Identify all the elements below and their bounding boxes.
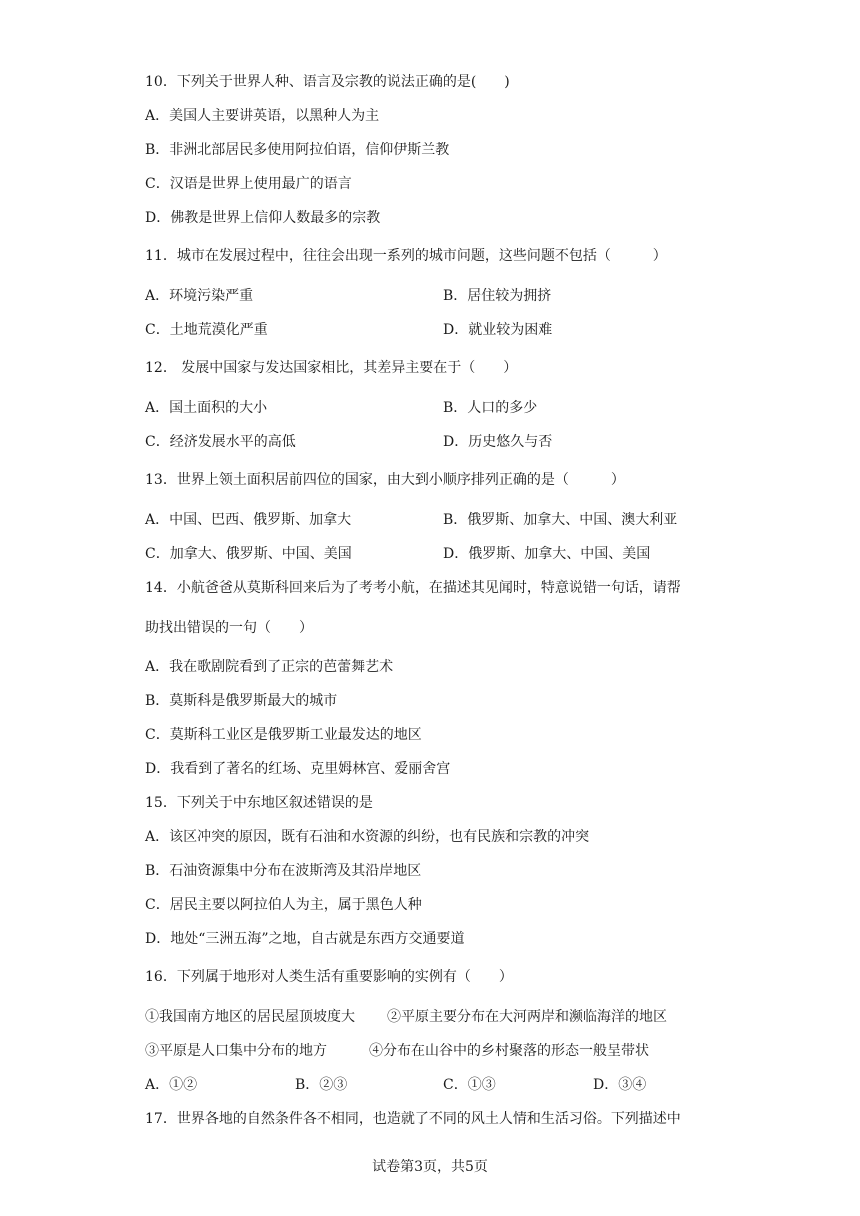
question-10-option-c: C．汉语是世界上使用最广的语言 bbox=[145, 176, 352, 192]
question-15-stem: 15．下列关于中东地区叙述错误的是 bbox=[145, 795, 373, 811]
question-14-stem-line1: 14．小航爸爸从莫斯科回来后为了考考小航，在描述其见闻时，特意说错一句话，请帮 bbox=[145, 580, 681, 596]
question-10-option-d: D．佛教是世界上信仰人数最多的宗教 bbox=[145, 210, 381, 226]
question-16-option-b: B．②③ bbox=[295, 1077, 348, 1093]
question-17-stem: 17．世界各地的自然条件各不相同，也造就了不同的风土人情和生活习俗。下列描述中 bbox=[145, 1111, 681, 1127]
question-15-option-d: D．地处“三洲五海”之地，自古就是东西方交通要道 bbox=[145, 931, 465, 947]
question-12-option-d: D．历史悠久与否 bbox=[443, 434, 553, 450]
question-15-option-a: A．该区冲突的原因，既有石油和水资源的纠纷，也有民族和宗教的冲突 bbox=[145, 829, 590, 845]
question-14-option-d: D．我看到了著名的红场、克里姆林宫、爱丽舍宫 bbox=[145, 761, 451, 777]
question-16-item-2: ②平原主要分布在大河两岸和濒临海洋的地区 bbox=[387, 1009, 667, 1025]
question-16-option-a: A．①② bbox=[145, 1077, 198, 1093]
question-15-option-b: B．石油资源集中分布在波斯湾及其沿岸地区 bbox=[145, 863, 422, 879]
question-12-stem: 12． 发展中国家与发达国家相比，其差异主要在于（ ） bbox=[145, 360, 518, 376]
question-12-option-a: A．国土面积的大小 bbox=[145, 400, 268, 416]
question-11-option-b: B．居住较为拥挤 bbox=[443, 288, 552, 304]
question-13-option-a: A．中国、巴西、俄罗斯、加拿大 bbox=[145, 512, 352, 528]
question-15-option-c: C．居民主要以阿拉伯人为主，属于黑色人种 bbox=[145, 897, 422, 913]
question-16-item-4: ④分布在山谷中的乡村聚落的形态一般呈带状 bbox=[369, 1043, 649, 1059]
question-12-option-c: C．经济发展水平的高低 bbox=[145, 434, 296, 450]
question-13-option-d: D．俄罗斯、加拿大、中国、美国 bbox=[443, 546, 651, 562]
question-16-item-3: ③平原是人口集中分布的地方 bbox=[145, 1043, 327, 1059]
question-10-stem: 10．下列关于世界人种、语言及宗教的说法正确的是( ) bbox=[145, 74, 510, 90]
question-13-stem: 13．世界上领土面积居前四位的国家，由大到小顺序排列正确的是（ ） bbox=[145, 472, 625, 488]
question-11-stem: 11．城市在发展过程中，往往会出现一系列的城市问题，这些问题不包括（ ） bbox=[145, 248, 667, 264]
question-16-option-c: C．①③ bbox=[443, 1077, 496, 1093]
question-10-option-a: A．美国人主要讲英语，以黑种人为主 bbox=[145, 108, 380, 124]
question-16-option-d: D．③④ bbox=[593, 1077, 647, 1093]
question-11-option-a: A．环境污染严重 bbox=[145, 288, 254, 304]
question-14-option-b: B．莫斯科是俄罗斯最大的城市 bbox=[145, 693, 338, 709]
question-14-stem-line2: 助找出错误的一句（ ） bbox=[145, 620, 313, 636]
question-11-option-d: D．就业较为困难 bbox=[443, 322, 553, 338]
question-13-option-c: C．加拿大、俄罗斯、中国、美国 bbox=[145, 546, 352, 562]
question-14-option-a: A．我在歌剧院看到了正宗的芭蕾舞艺术 bbox=[145, 659, 394, 675]
question-16-item-1: ①我国南方地区的居民屋顶坡度大 bbox=[145, 1009, 355, 1025]
question-12-option-b: B．人口的多少 bbox=[443, 400, 538, 416]
question-14-option-c: C．莫斯科工业区是俄罗斯工业最发达的地区 bbox=[145, 727, 422, 743]
question-10-option-b: B．非洲北部居民多使用阿拉伯语，信仰伊斯兰教 bbox=[145, 142, 450, 158]
question-16-stem: 16．下列属于地形对人类生活有重要影响的实例有（ ） bbox=[145, 969, 513, 985]
question-13-option-b: B．俄罗斯、加拿大、中国、澳大利亚 bbox=[443, 512, 678, 528]
question-11-option-c: C．土地荒漠化严重 bbox=[145, 322, 268, 338]
page-footer: 试卷第3页，共5页 bbox=[372, 1159, 488, 1175]
